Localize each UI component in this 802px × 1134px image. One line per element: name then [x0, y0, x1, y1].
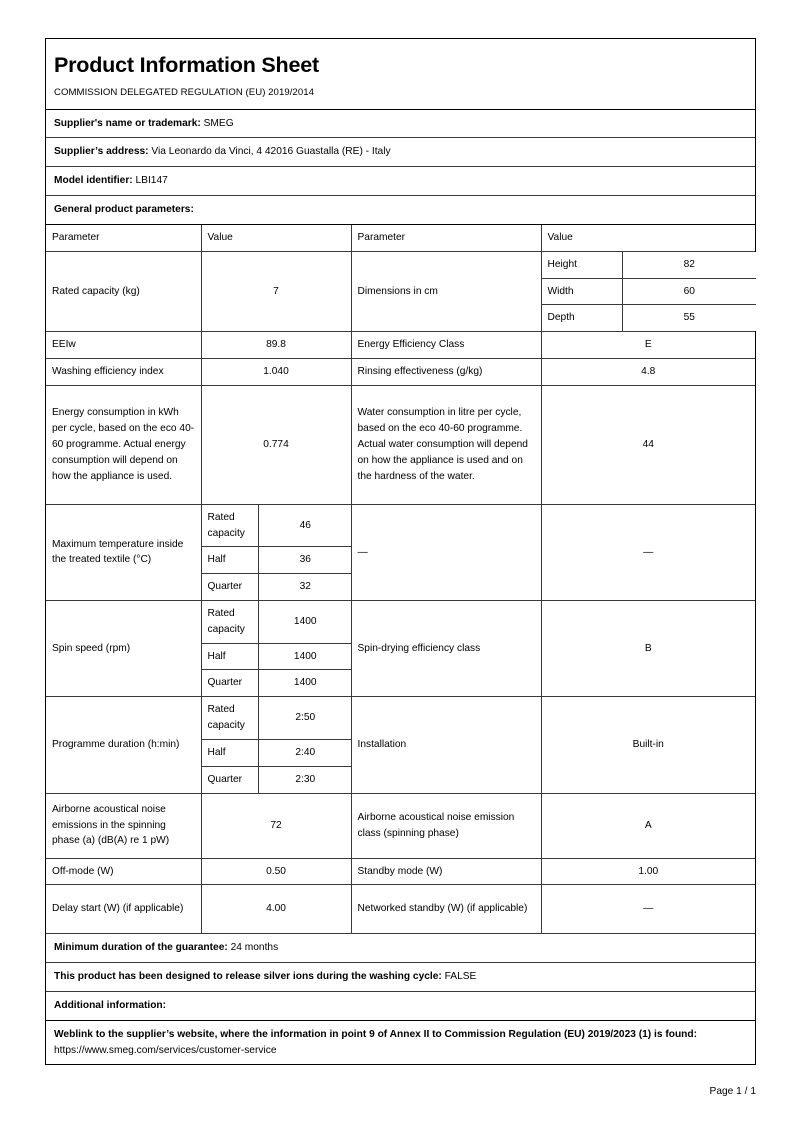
dimension-row-width [542, 278, 756, 305]
spin-drying-efficiency-class-label: Spin-drying efficiency class [351, 601, 541, 697]
spin-speed-name-rated: Rated capacity [202, 601, 259, 643]
spin-speed-value-rated: 1400 [259, 601, 352, 643]
supplier-name-cell [46, 109, 755, 138]
noise-emissions-label: Airborne acoustical noise emissions in the spinning phase (a) (dB(A) re 1 pW) [46, 793, 201, 858]
noise-emission-class-value: A [541, 793, 755, 858]
header-parameter-right: Parameter [351, 224, 541, 251]
spin-speed-row [46, 601, 755, 697]
additional-information-row [46, 991, 755, 1020]
supplier-address-cell [46, 138, 755, 167]
dimensions-subtable [542, 252, 756, 331]
max-temperature-subtable [202, 505, 352, 600]
spin-speed-name-quarter: Quarter [202, 670, 259, 696]
programme-duration-name-rated: Rated capacity [202, 697, 259, 739]
header-value-right: Value [541, 224, 755, 251]
guarantee-row [46, 934, 755, 963]
programme-duration-value-half: 2:40 [259, 739, 352, 766]
rated-capacity-dimensions-row [46, 251, 755, 331]
spin-speed-sub-quarter [202, 670, 352, 696]
programme-duration-sub-rated [202, 697, 352, 739]
page-number: Page 1 / 1 [709, 1086, 756, 1097]
spin-speed-subtable [202, 601, 352, 696]
max-temperature-right-label: — [351, 504, 541, 600]
regulation-text: COMMISSION DELEGATED REGULATION (EU) 2019/2014 [54, 86, 314, 98]
header-value-left: Value [201, 224, 351, 251]
dimensions-label: Dimensions in cm [351, 251, 541, 331]
title-cell [46, 39, 755, 81]
max-temperature-right-value: — [541, 504, 755, 600]
model-identifier-row [46, 167, 755, 196]
standby-mode-label: Standby mode (W) [351, 858, 541, 885]
dimension-value-width: 60 [623, 278, 756, 305]
supplier-name-row [46, 109, 755, 138]
spin-speed-value-half: 1400 [259, 643, 352, 670]
eeiw-row [46, 332, 755, 359]
max-temperature-name-quarter: Quarter [202, 574, 259, 600]
eeiw-label: EEIw [46, 332, 201, 359]
model-identifier-value: LBI147 [135, 175, 168, 187]
dimension-value-height: 82 [623, 252, 756, 278]
max-temperature-value-rated: 46 [259, 505, 352, 547]
guarantee-cell [46, 934, 755, 963]
programme-duration-name-quarter: Quarter [202, 766, 259, 792]
noise-emissions-row [46, 793, 755, 858]
guarantee-value: 24 months [230, 942, 279, 954]
washing-efficiency-index-label: Washing efficiency index [46, 358, 201, 385]
programme-duration-name-half: Half [202, 739, 259, 766]
max-temperature-name-rated: Rated capacity [202, 505, 259, 547]
supplier-name-value: SMEG [203, 117, 234, 129]
delay-start-label: Delay start (W) (if applicable) [46, 885, 201, 934]
programme-duration-sub-half [202, 739, 352, 766]
networked-standby-value: — [541, 885, 755, 934]
standby-mode-value: 1.00 [541, 858, 755, 885]
header-parameter-left: Parameter [46, 224, 201, 251]
water-consumption-value: 44 [541, 385, 755, 504]
dimension-row-height [542, 252, 756, 278]
washing-efficiency-index-value: 1.040 [201, 358, 351, 385]
max-temperature-row [46, 504, 755, 600]
spin-drying-efficiency-class-value: B [541, 601, 755, 697]
off-mode-row [46, 858, 755, 885]
spin-speed-sub-rated [202, 601, 352, 643]
delay-start-row [46, 885, 755, 934]
dimension-row-depth [542, 305, 756, 331]
energy-consumption-value: 0.774 [201, 385, 351, 504]
guarantee-label: Minimum duration of the guarantee: [54, 942, 228, 954]
consumption-row [46, 385, 755, 504]
energy-efficiency-class-value: E [541, 332, 755, 359]
product-information-sheet [45, 38, 756, 1065]
max-temperature-label: Maximum temperature inside the treated textile (°C) [46, 504, 201, 600]
rated-capacity-label: Rated capacity (kg) [46, 251, 201, 331]
spin-speed-subtable-cell [201, 601, 351, 697]
weblink-label: Weblink to the supplier’s website, where the information in point 9 of Annex II to Commission Regulation (EU) 2019/2023 (1) is found: [54, 1028, 698, 1040]
regulation-cell [46, 81, 755, 109]
washing-efficiency-row [46, 358, 755, 385]
max-temperature-value-quarter: 32 [259, 574, 352, 600]
model-identifier-cell [46, 167, 755, 196]
max-temperature-sub-quarter [202, 574, 352, 600]
spin-speed-sub-half [202, 643, 352, 670]
title-row [46, 39, 755, 81]
weblink-url[interactable]: https://www.smeg.com/services/customer-service [54, 1044, 277, 1056]
spin-speed-value-quarter: 1400 [259, 670, 352, 696]
max-temperature-sub-half [202, 547, 352, 574]
supplier-name-label: Supplier's name or trademark: [54, 117, 201, 129]
max-temperature-name-half: Half [202, 547, 259, 574]
silver-ions-value: FALSE [444, 971, 477, 983]
additional-information-label: Additional information: [54, 999, 167, 1011]
model-identifier-label: Model identifier: [54, 175, 133, 187]
weblink-cell [46, 1020, 755, 1064]
dimension-value-depth: 55 [623, 305, 756, 331]
rinsing-effectiveness-label: Rinsing effectiveness (g/kg) [351, 358, 541, 385]
supplier-address-label: Supplier’s address: [54, 146, 149, 158]
programme-duration-label: Programme duration (h:min) [46, 697, 201, 793]
weblink-row [46, 1020, 755, 1064]
delay-start-value: 4.00 [201, 885, 351, 934]
rated-capacity-value: 7 [201, 251, 351, 331]
off-mode-value: 0.50 [201, 858, 351, 885]
programme-duration-subtable [202, 697, 352, 792]
off-mode-label: Off-mode (W) [46, 858, 201, 885]
networked-standby-label: Networked standby (W) (if applicable) [351, 885, 541, 934]
installation-label: Installation [351, 697, 541, 793]
supplier-address-row [46, 138, 755, 167]
silver-ions-row [46, 963, 755, 992]
eeiw-value: 89.8 [201, 332, 351, 359]
silver-ions-label: This product has been designed to release silver ions during the washing cycle: [54, 971, 442, 983]
general-parameters-row [46, 196, 755, 225]
general-parameters-cell [46, 196, 755, 225]
rinsing-effectiveness-value: 4.8 [541, 358, 755, 385]
regulation-row [46, 81, 755, 109]
silver-ions-cell [46, 963, 755, 992]
noise-emission-class-label: Airborne acoustical noise emission class (spinning phase) [351, 793, 541, 858]
energy-efficiency-class-label: Energy Efficiency Class [351, 332, 541, 359]
max-temperature-subtable-cell [201, 504, 351, 600]
spin-speed-label: Spin speed (rpm) [46, 601, 201, 697]
installation-value: Built-in [541, 697, 755, 793]
spin-speed-name-half: Half [202, 643, 259, 670]
programme-duration-row [46, 697, 755, 793]
page-footer [45, 1086, 756, 1097]
page-title: Product Information Sheet [54, 53, 319, 77]
dimension-name-height: Height [542, 252, 623, 278]
water-consumption-label: Water consumption in litre per cycle, based on the eco 40-60 programme. Actual water consumption will depend on how the appliance is used and on the hardness of the water. [351, 385, 541, 504]
programme-duration-subtable-cell [201, 697, 351, 793]
dimension-name-depth: Depth [542, 305, 623, 331]
general-parameters-label: General product parameters: [54, 204, 194, 216]
max-temperature-value-half: 36 [259, 547, 352, 574]
dimension-name-width: Width [542, 278, 623, 305]
column-header-row [46, 224, 755, 251]
additional-information-cell [46, 991, 755, 1020]
noise-emissions-value: 72 [201, 793, 351, 858]
supplier-address-value: Via Leonardo da Vinci, 4 42016 Guastalla (RE) - Italy [151, 146, 391, 158]
energy-consumption-label: Energy consumption in kWh per cycle, based on the eco 40-60 programme. Actual energy consumption will depend on how the appliance is used. [46, 385, 201, 504]
programme-duration-value-rated: 2:50 [259, 697, 352, 739]
dimensions-subtable-cell [541, 251, 755, 331]
programme-duration-sub-quarter [202, 766, 352, 792]
product-information-table [46, 39, 755, 1064]
programme-duration-value-quarter: 2:30 [259, 766, 352, 792]
max-temperature-sub-rated [202, 505, 352, 547]
